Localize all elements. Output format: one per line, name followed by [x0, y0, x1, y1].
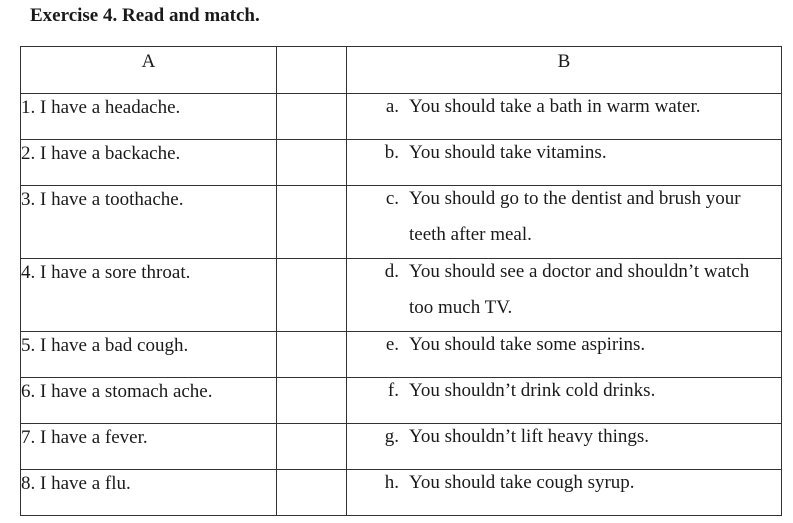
answer-cell[interactable] [277, 186, 347, 259]
table-row [21, 94, 782, 140]
answer-cell[interactable] [277, 424, 347, 470]
answer-cell[interactable] [277, 332, 347, 378]
answer-cell[interactable] [277, 378, 347, 424]
table-row [21, 332, 782, 378]
answer-cell[interactable] [277, 470, 347, 516]
problem-text: 6. I have a stomach ache. [21, 381, 213, 402]
problem-cell [21, 424, 277, 470]
answer-cell[interactable] [277, 259, 347, 332]
advice-letter: d. [384, 261, 399, 282]
table-row [21, 378, 782, 424]
problem-cell [21, 378, 277, 424]
advice-text: You shouldn’t lift heavy things. [409, 426, 649, 447]
advice-text: You should take a bath in warm water. [409, 96, 701, 117]
advice-cell [347, 378, 782, 424]
advice-cell [347, 186, 782, 259]
advice-letter: c. [385, 188, 399, 209]
column-header-a: A [21, 47, 277, 94]
header-row [21, 47, 782, 94]
problem-cell [21, 332, 277, 378]
advice-text: You should see a doctor and shouldn’t watch too much TV. [409, 261, 750, 318]
problem-text: 1. I have a headache. [21, 97, 181, 118]
problem-text: 5. I have a bad cough. [21, 335, 189, 356]
answer-column-header [277, 47, 347, 94]
advice-letter: g. [384, 426, 399, 447]
advice-cell [347, 94, 782, 140]
advice-text: You should go to the dentist and brush your teeth after meal. [409, 188, 741, 245]
advice-text: You should take vitamins. [409, 142, 607, 163]
problem-text: 3. I have a toothache. [21, 189, 184, 210]
column-header-b: B [347, 47, 782, 94]
advice-cell [347, 332, 782, 378]
problem-cell [21, 186, 277, 259]
advice-letter: b. [384, 142, 399, 163]
advice-cell [347, 140, 782, 186]
advice-cell [347, 470, 782, 516]
problem-text: 4. I have a sore throat. [21, 262, 191, 283]
advice-letter: h. [384, 472, 399, 493]
table-row [21, 140, 782, 186]
advice-text: You should take some aspirins. [409, 334, 646, 355]
advice-letter: e. [385, 334, 399, 355]
table-row [21, 186, 782, 259]
answer-cell[interactable] [277, 140, 347, 186]
exercise-title: Exercise 4. Read and match. [30, 5, 260, 26]
problem-cell [21, 140, 277, 186]
problem-text: 7. I have a fever. [21, 427, 148, 448]
table-row [21, 259, 782, 332]
problem-text: 2. I have a backache. [21, 143, 181, 164]
answer-cell[interactable] [277, 94, 347, 140]
problem-cell [21, 470, 277, 516]
advice-text: You shouldn’t drink cold drinks. [409, 380, 656, 401]
problem-cell [21, 259, 277, 332]
problem-text: 8. I have a flu. [21, 473, 131, 494]
advice-letter: a. [385, 96, 399, 117]
problem-cell [21, 94, 277, 140]
matching-table [20, 46, 782, 516]
advice-cell [347, 424, 782, 470]
advice-letter: f. [387, 380, 399, 401]
advice-text: You should take cough syrup. [409, 472, 635, 493]
table-row [21, 470, 782, 516]
table-row [21, 424, 782, 470]
advice-cell [347, 259, 782, 332]
